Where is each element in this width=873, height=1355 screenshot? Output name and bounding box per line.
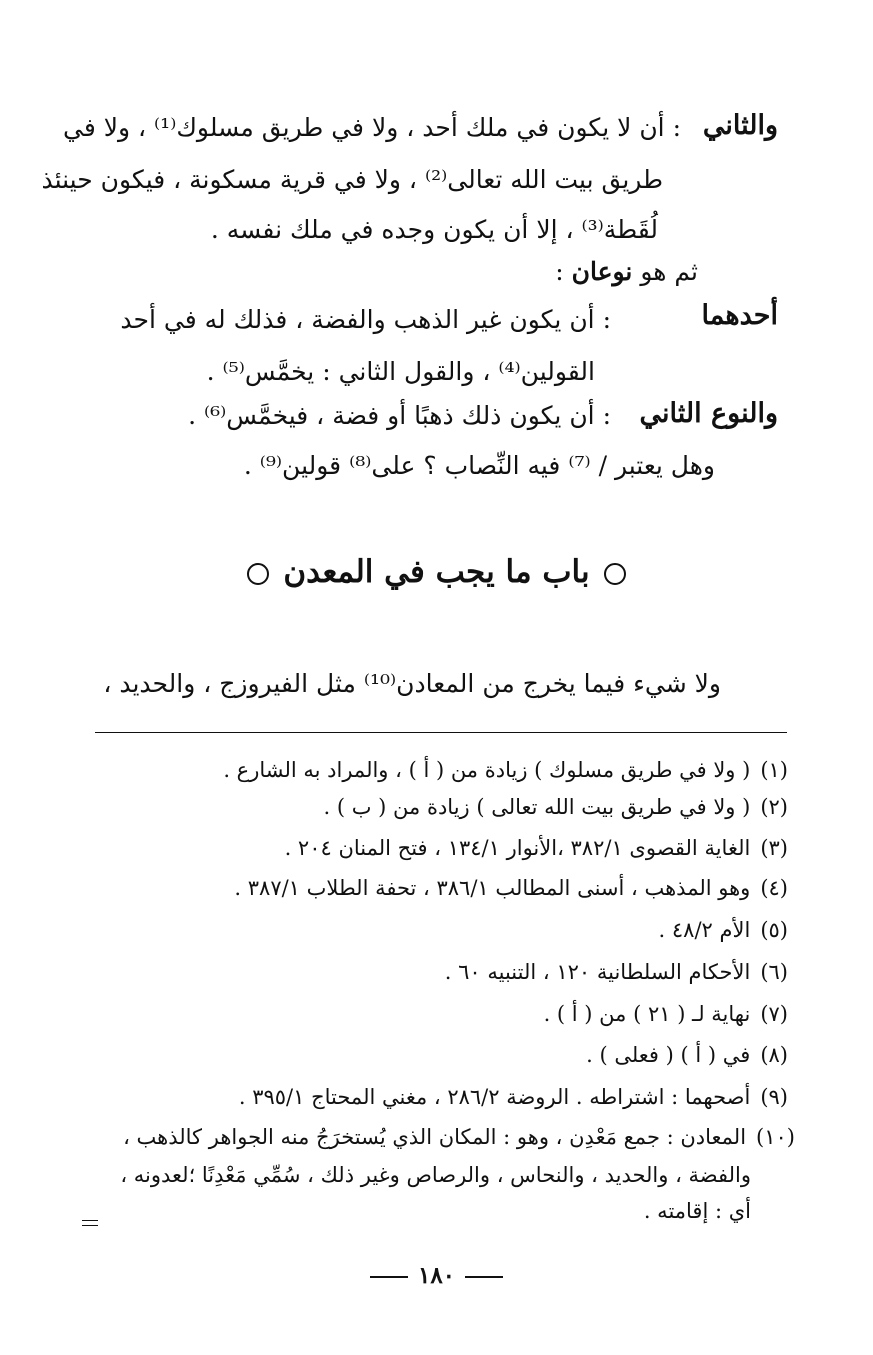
footnote: (٢)( ولا في طريق بيت الله تعالى ) زيادة من ( ب ) . bbox=[323, 795, 788, 819]
footnote: (٨)في ( أ ) ( فعلى ) . bbox=[586, 1043, 788, 1067]
types-intro-pre: ثم هو bbox=[640, 257, 698, 286]
types-intro-post: : bbox=[555, 257, 572, 286]
circle-ornament-icon bbox=[247, 563, 269, 585]
footnote: (٧)نهاية لـ ( ٢١ ) من ( أ ) . bbox=[543, 1002, 788, 1026]
text-line: طريق بيت الله تعالى⁽²⁾ ، ولا في قرية مسكونة ، فيكون حينئذ bbox=[41, 165, 663, 194]
footnote-continuation: أي : إقامته . bbox=[643, 1199, 751, 1223]
chapter-title: باب ما يجب في المعدن bbox=[283, 554, 590, 590]
chapter-text-line: ولا شيء فيما يخرج من المعادن⁽¹⁰⁾ مثل الفيروزج ، والحديد ، bbox=[103, 669, 721, 698]
footnote: (٣)الغاية القصوى ٣٨٢/١ ،الأنوار ١٣٤/١ ، فتح المنان ٢٠٤ . bbox=[284, 836, 788, 860]
chapter-heading bbox=[0, 548, 873, 596]
text-line: وهل يعتبر / ⁽⁷⁾ فيه النِّصاب ؟ على⁽⁸⁾ قولين⁽⁹⁾ . bbox=[243, 451, 715, 480]
text-line: : أن لا يكون في ملك أحد ، ولا في طريق مسلوك⁽¹⁾ ، ولا في bbox=[62, 113, 681, 142]
term-second-type: والنوع الثاني bbox=[639, 398, 778, 429]
page-number: ١٨٠ bbox=[0, 1262, 873, 1289]
circle-ornament-icon bbox=[604, 563, 626, 585]
continuation-mark bbox=[82, 1220, 98, 1221]
text-line: لُقَطة⁽³⁾ ، إلا أن يكون وجده في ملك نفسه . bbox=[210, 215, 658, 244]
text-line: : أن يكون ذلك ذهبًا أو فضة ، فيخمَّس⁽⁶⁾ . bbox=[188, 401, 611, 430]
text-line: القولين⁽⁴⁾ ، والقول الثاني : يخمَّس⁽⁵⁾ . bbox=[206, 357, 595, 386]
types-intro-bold: نوعان bbox=[571, 257, 633, 286]
footnote-separator bbox=[95, 732, 787, 733]
continuation-mark bbox=[82, 1225, 98, 1226]
footnote: (٤)وهو المذهب ، أسنى المطالب ٣٨٦/١ ، تحفة الطلاب ٣٨٧/١ . bbox=[234, 876, 788, 900]
dash bbox=[465, 1276, 503, 1278]
term-ahaduhuma: أحدهما bbox=[701, 300, 778, 331]
footnote: (١)( ولا في طريق مسلوك ) زيادة من ( أ ) ، والمراد به الشارع . bbox=[223, 758, 788, 782]
text-line: : أن يكون غير الذهب والفضة ، فذلك له في أحد bbox=[120, 305, 611, 334]
footnote: (٥)الأم ٤٨/٢ . bbox=[658, 918, 788, 942]
footnote: (٦)الأحكام السلطانية ١٢٠ ، التنبيه ٦٠ . bbox=[444, 960, 788, 984]
footnote: (١٠)المعادن : جمع مَعْدِن ، وهو : المكان الذي يُستخرَجُ منه الجواهر كالذهب ، bbox=[123, 1125, 795, 1149]
footnote-continuation: والفضة ، والحديد ، والنحاس ، والرصاص وغير ذلك ، سُمِّي مَعْدِنًا ؛لعدونه ، bbox=[120, 1163, 751, 1187]
footnote: (٩)أصحهما : اشتراطه . الروضة ٢٨٦/٢ ، مغني المحتاج ٣٩٥/١ . bbox=[238, 1085, 788, 1109]
types-intro bbox=[555, 252, 698, 292]
term-althani: والثاني bbox=[702, 110, 778, 141]
dash bbox=[370, 1276, 408, 1278]
